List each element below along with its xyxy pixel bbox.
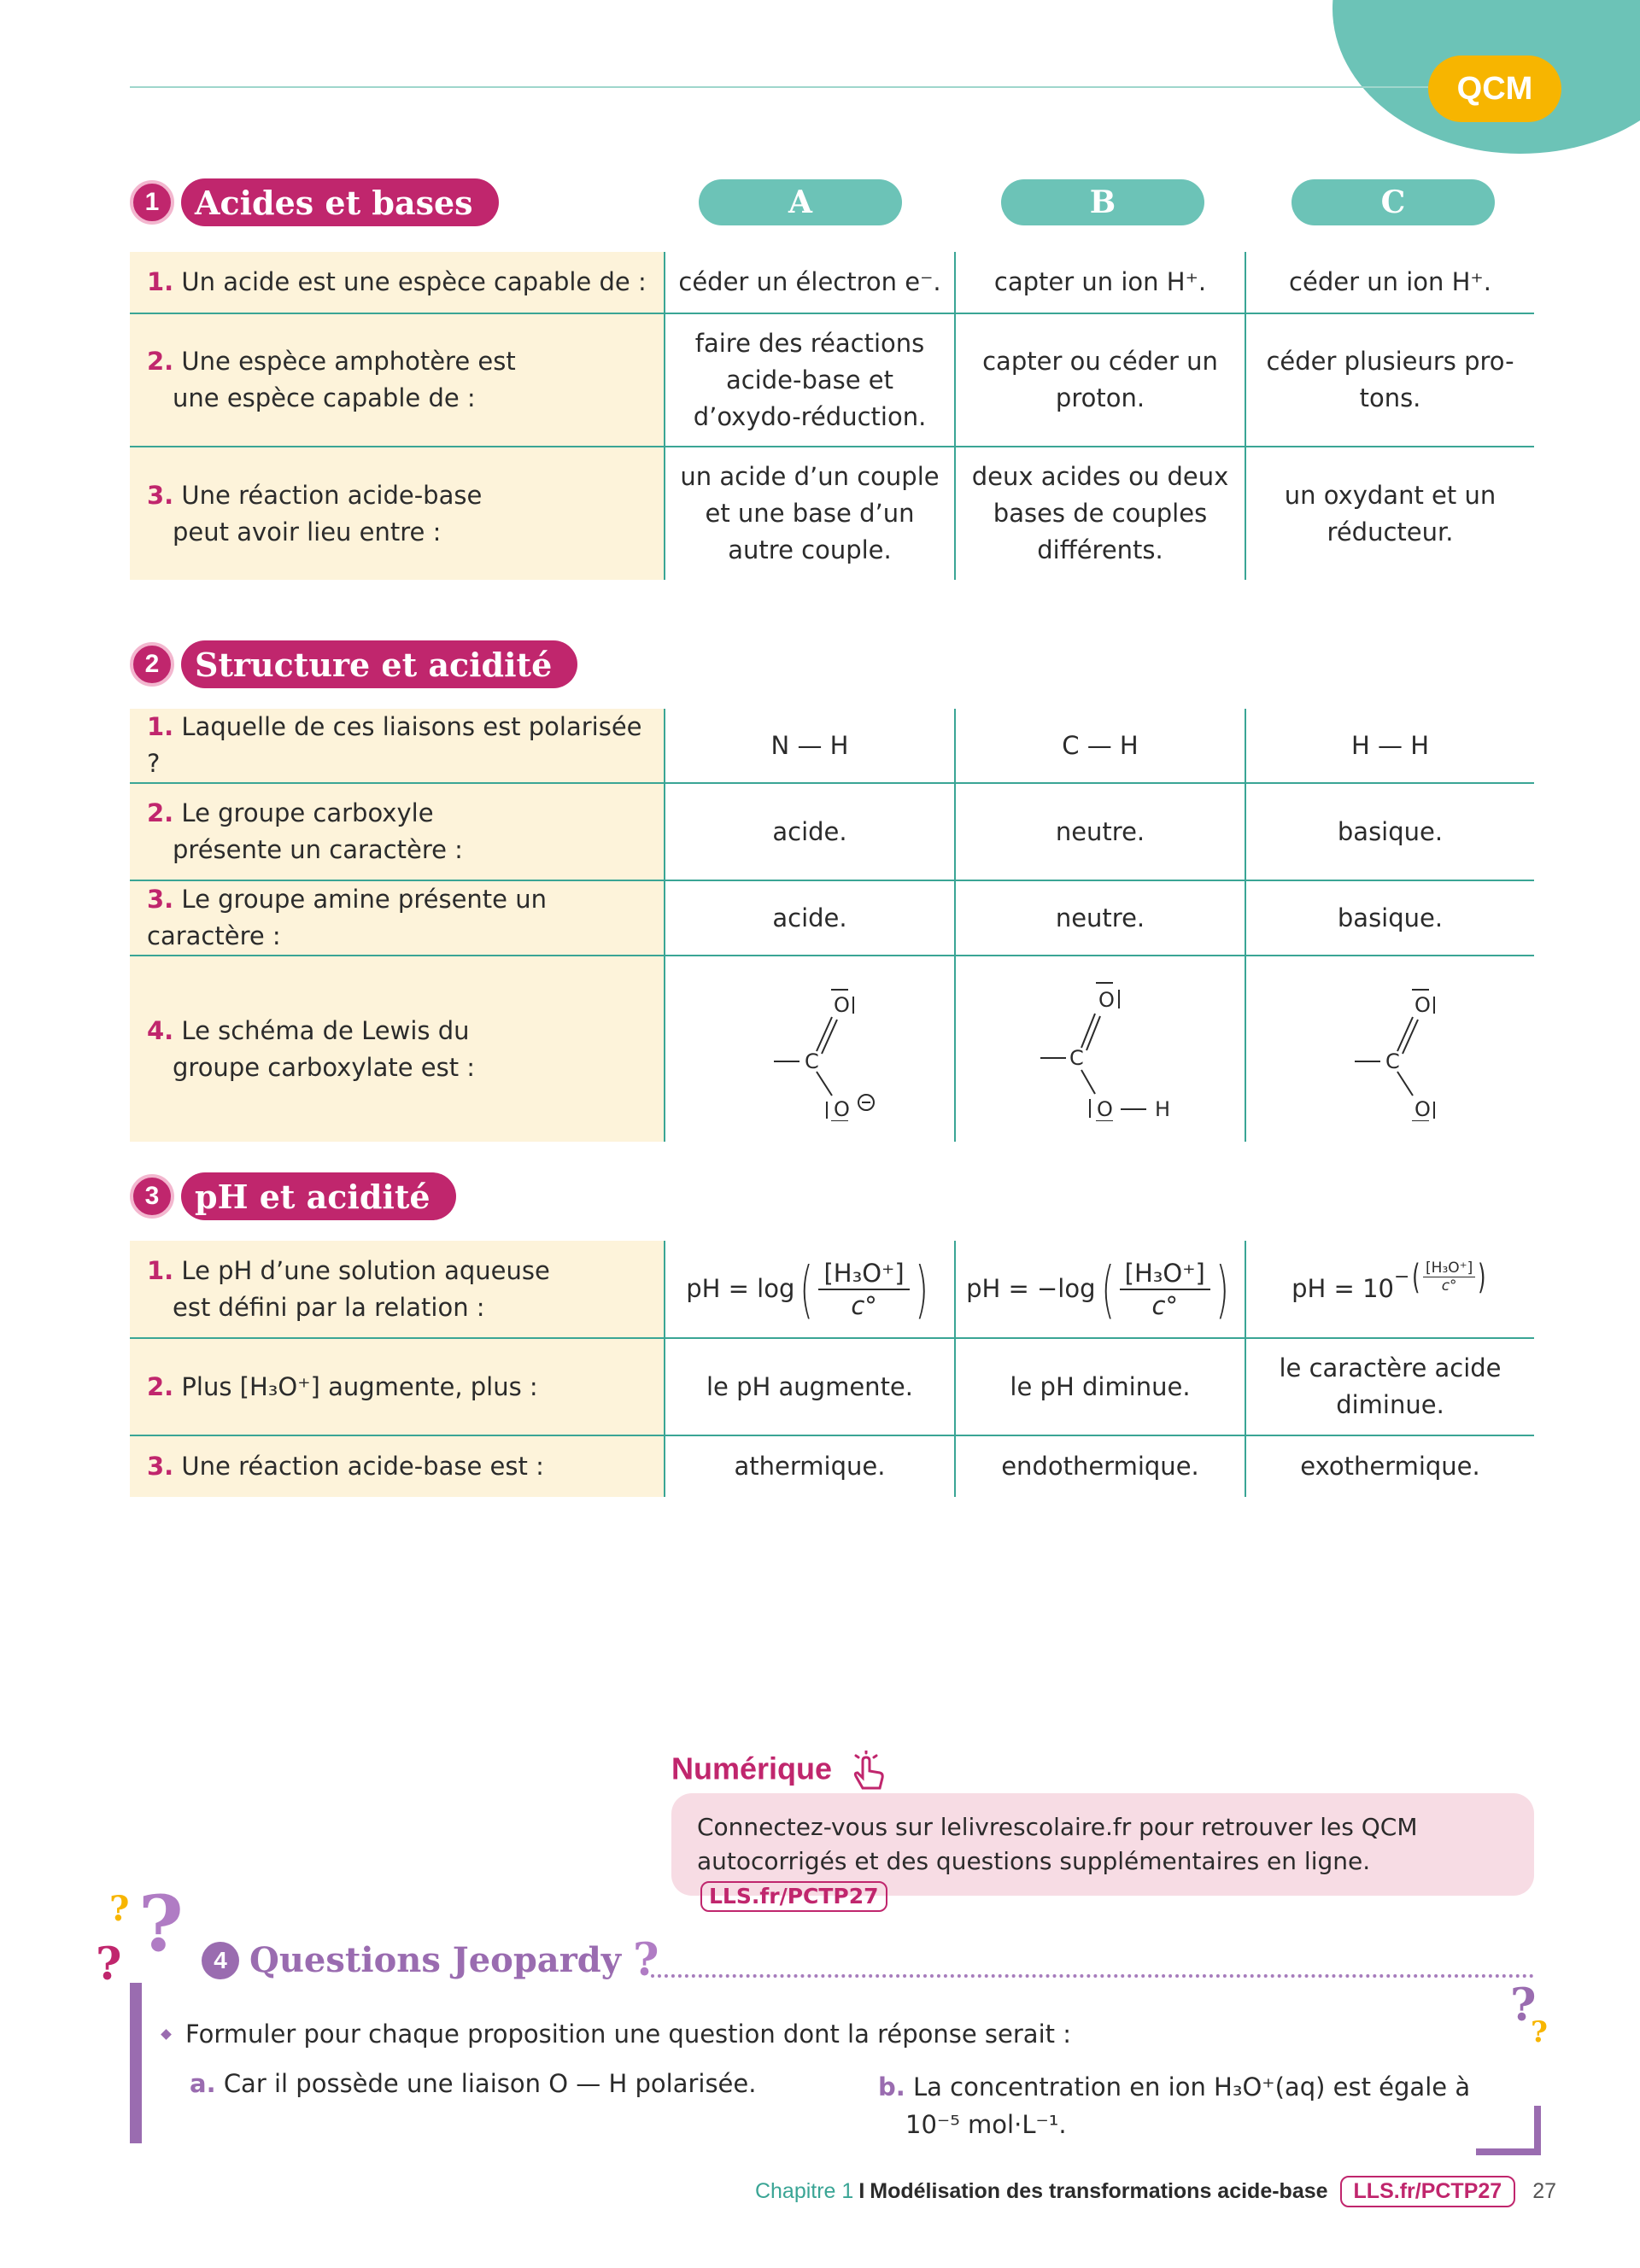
question-cell: 2. Une espèce amphotère est une espèce capable de : xyxy=(130,313,665,447)
section-title: Questions Jeopardy xyxy=(249,1940,621,1980)
answer-c[interactable]: céder un ion H⁺. xyxy=(1245,252,1534,313)
question-mark-icon: ? xyxy=(96,1938,122,1990)
svg-text:O: O xyxy=(1414,992,1431,1017)
question-cell: 4. Le schéma de Lewis du groupe carboxylate est : xyxy=(130,956,665,1142)
section-title: Structure et acidité xyxy=(181,640,577,688)
table-row xyxy=(130,1338,1534,1435)
answer-b[interactable]: neutre. xyxy=(955,783,1245,880)
answer-b[interactable] xyxy=(955,956,1245,1142)
page-number: 27 xyxy=(1532,2179,1556,2203)
answer-b[interactable] xyxy=(955,1241,1245,1338)
column-a-header: A xyxy=(699,179,902,225)
question-cell: 1. Laquelle de ces liaisons est polarisée ? xyxy=(130,709,665,783)
numerique-heading: Numérique xyxy=(671,1751,892,1792)
section-2-heading xyxy=(130,640,577,688)
answer-a[interactable]: un acide d’un couple et une base d’un autre couple. xyxy=(665,447,955,580)
answer-a[interactable]: céder un électron e⁻. xyxy=(665,252,955,313)
answer-c[interactable]: H — H xyxy=(1245,709,1534,783)
bullet-icon xyxy=(161,2029,172,2040)
chapter-label: Chapitre 1 xyxy=(754,2179,854,2203)
section-number: 4 xyxy=(202,1942,239,1979)
formula-ph-minus-log: pH = −log ( $\frac{\text{[H₃O⁺]}}{c^\circ}$ ) xyxy=(966,1253,1229,1325)
svg-text:O: O xyxy=(834,992,850,1017)
svg-text:C: C xyxy=(1385,1049,1400,1073)
section-1-heading xyxy=(130,178,499,226)
question-mark-icon: ? xyxy=(1510,1979,1537,2031)
answer-c[interactable]: basique. xyxy=(1245,783,1534,880)
question-cell: 1. Le pH d’une solution aqueuse est défini par la relation : xyxy=(130,1241,665,1338)
question-mark-icon: ? xyxy=(633,1934,659,1986)
answer-c[interactable]: le caractère acide diminue. xyxy=(1245,1338,1534,1435)
corner-bracket xyxy=(1476,2106,1541,2155)
answer-c[interactable]: basique. xyxy=(1245,880,1534,956)
table-row xyxy=(130,783,1534,880)
question-mark-icon: ? xyxy=(138,1879,184,1969)
question-mark-icon: ? xyxy=(1531,2015,1548,2049)
chapter-title: Modélisation des transformations acide-base xyxy=(870,2179,1328,2203)
jeopardy-instruction: Formuler pour chaque proposition une question dont la réponse serait : xyxy=(162,2015,1071,2053)
question-cell: 3. Le groupe amine présente un caractère : xyxy=(130,880,665,956)
footer-lls-link[interactable]: LLS.fr/PCTP27 xyxy=(1340,2176,1516,2207)
footer-separator: I xyxy=(858,2179,865,2203)
dotted-divider xyxy=(651,1974,1534,1978)
lewis-carboxylate-diagram xyxy=(724,967,895,1121)
lewis-carboxyl-diagram xyxy=(1006,967,1194,1121)
section-title: Acides et bases xyxy=(181,178,499,226)
svg-text:O: O xyxy=(1414,1096,1431,1121)
answer-a[interactable]: acide. xyxy=(665,783,955,880)
pointer-hand-icon xyxy=(844,1751,892,1792)
table-row xyxy=(130,447,1534,580)
table-row xyxy=(130,252,1534,313)
answer-a[interactable]: le pH augmente. xyxy=(665,1338,955,1435)
question-mark-icon: ? xyxy=(109,1889,130,1929)
section-3-heading xyxy=(130,1172,456,1220)
svg-text:C: C xyxy=(805,1049,819,1073)
question-cell: 3. Une réaction acide-base peut avoir lieu entre : xyxy=(130,447,665,580)
answer-a[interactable]: faire des réactions acide-base et d’oxydo-réduction. xyxy=(665,313,955,447)
answer-a[interactable]: athermique. xyxy=(665,1435,955,1497)
answer-a[interactable]: acide. xyxy=(665,880,955,956)
answer-b[interactable]: le pH diminue. xyxy=(955,1338,1245,1435)
answer-b[interactable]: neutre. xyxy=(955,880,1245,956)
answer-a[interactable]: N — H xyxy=(665,709,955,783)
question-cell: 2. Le groupe carboxyle présente un caractère : xyxy=(130,783,665,880)
question-cell: 1. Un acide est une espèce capable de : xyxy=(130,252,665,313)
svg-text:O: O xyxy=(1098,987,1115,1012)
lls-link[interactable]: LLS.fr/PCTP27 xyxy=(700,1881,887,1912)
lewis-radical-diagram xyxy=(1305,967,1476,1121)
answer-b[interactable]: endothermique. xyxy=(955,1435,1245,1497)
section-title: pH et acidité xyxy=(181,1172,456,1220)
answer-b[interactable]: C — H xyxy=(955,709,1245,783)
jeopardy-side-bar xyxy=(130,1983,142,2143)
jeopardy-heading xyxy=(202,1934,659,1986)
numerique-box: Connectez-vous sur lelivrescolaire.fr pour retrouver les QCM autocorrigés et des questions supplémentaires en ligne. LLS.fr/PCTP27 xyxy=(671,1793,1534,1896)
qcm-table-3 xyxy=(130,1241,1534,1497)
answer-a[interactable] xyxy=(665,1241,955,1338)
jeopardy-item-a: a. Car il possède une liaison O — H polarisée. xyxy=(190,2069,757,2098)
table-row xyxy=(130,313,1534,447)
table-row xyxy=(130,956,1534,1142)
section-number: 1 xyxy=(130,180,174,225)
column-c-header: C xyxy=(1292,179,1495,225)
table-row xyxy=(130,1241,1534,1338)
page-footer xyxy=(755,2176,1556,2207)
svg-text:H: H xyxy=(1155,1096,1171,1121)
svg-text:C: C xyxy=(1069,1045,1084,1070)
answer-b[interactable]: capter ou céder un proton. xyxy=(955,313,1245,447)
section-number: 2 xyxy=(130,642,174,687)
answer-c[interactable]: céder plusieurs pro-tons. xyxy=(1245,313,1534,447)
svg-text:O: O xyxy=(834,1096,850,1121)
table-row xyxy=(130,709,1534,783)
section-number: 3 xyxy=(130,1174,174,1219)
question-cell: 3. Une réaction acide-base est : xyxy=(130,1435,665,1497)
jeopardy-item-b: b. La concentration en ion H₃O⁺(aq) est égale à 10⁻⁵ mol·L⁻¹. xyxy=(878,2072,1471,2139)
answer-c[interactable] xyxy=(1245,1241,1534,1338)
qcm-table-1 xyxy=(130,252,1534,580)
formula-ph-log: pH = log ( $\frac{\text{[H₃O⁺]}}{c^\circ}$ ) xyxy=(686,1253,928,1325)
header-rule xyxy=(130,86,1428,88)
answer-c[interactable]: un oxydant et un réducteur. xyxy=(1245,447,1534,580)
question-cell: 2. Plus [H₃O⁺] augmente, plus : xyxy=(130,1338,665,1435)
table-row xyxy=(130,880,1534,956)
answer-c[interactable]: exothermique. xyxy=(1245,1435,1534,1497)
qcm-badge: QCM xyxy=(1428,56,1561,122)
table-row xyxy=(130,1435,1534,1497)
answer-c[interactable] xyxy=(1245,956,1534,1142)
answer-b[interactable]: capter un ion H⁺. xyxy=(955,252,1245,313)
column-b-header: B xyxy=(1001,179,1204,225)
answer-a[interactable] xyxy=(665,956,955,1142)
formula-ph-power: pH = 10 − ( $\frac{\text{[H₃O⁺]}}{c^\circ}$ ) xyxy=(1292,1257,1486,1303)
qcm-table-2 xyxy=(130,709,1534,1142)
svg-text:O: O xyxy=(1097,1096,1113,1121)
answer-b[interactable]: deux acides ou deux bases de couples différents. xyxy=(955,447,1245,580)
